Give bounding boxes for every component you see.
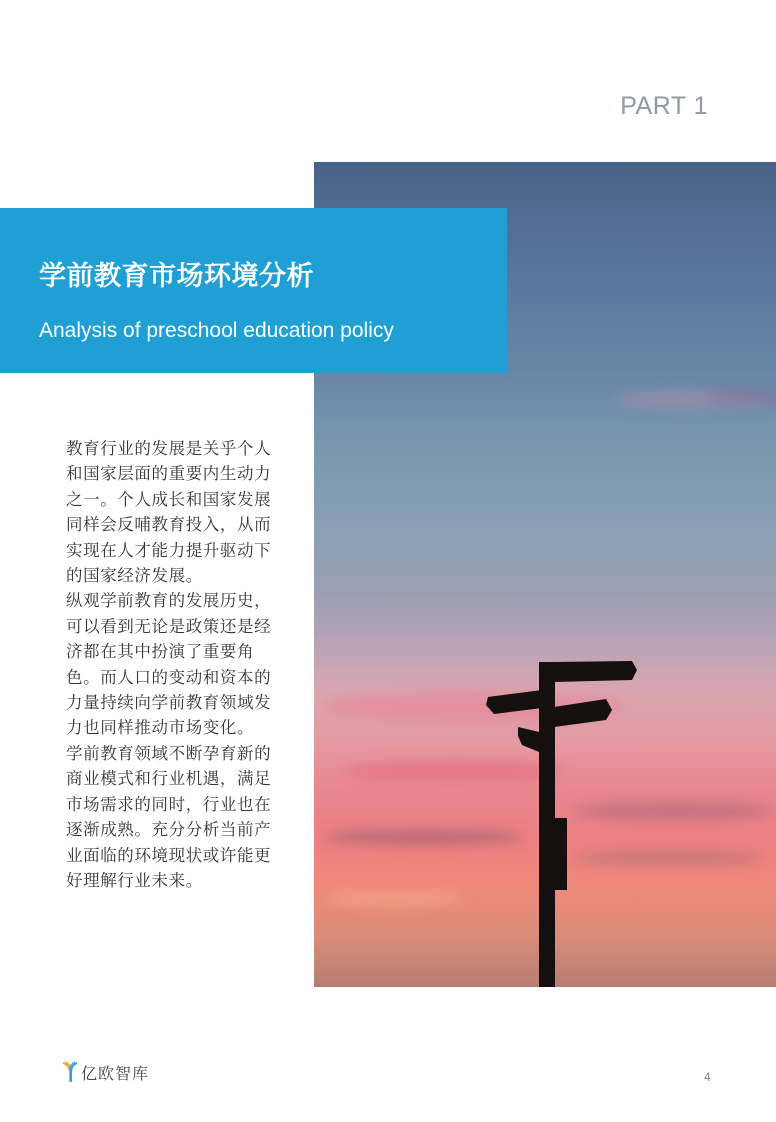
section-title-cn: 学前教育市场环境分析 [39, 261, 314, 292]
paragraph: 学前教育领域不断孕育新的商业模式和行业机遇，满足市场需求的同时，行业也在逐渐成熟。充分分析当前产业面临的环境现状或许能更好理解行业未来。 [66, 743, 272, 890]
page-number: 4 [704, 1070, 711, 1084]
paragraph: 纵观学前教育的发展历史，可以看到无论是政策还是经济都在其中扮演了重要角色。而人口的变动和资本的力量持续向学前教育领域发力也同样推动市场变化。 [66, 591, 272, 738]
section-title-box [0, 208, 507, 373]
body-text [66, 436, 276, 893]
footer-logo [62, 1060, 149, 1084]
section-title-en: Analysis of preschool education policy [39, 319, 394, 342]
part-label: PART 1 [620, 92, 708, 120]
brand-name: 亿欧智库 [81, 1063, 150, 1083]
yiou-logo-icon [62, 1061, 78, 1083]
paragraph: 教育行业的发展是关乎个人和国家层面的重要内生动力之一。个人成长和国家发展同样会反哺教育投入，从而实现在人才能力提升驱动下的国家经济发展。 [66, 439, 272, 586]
